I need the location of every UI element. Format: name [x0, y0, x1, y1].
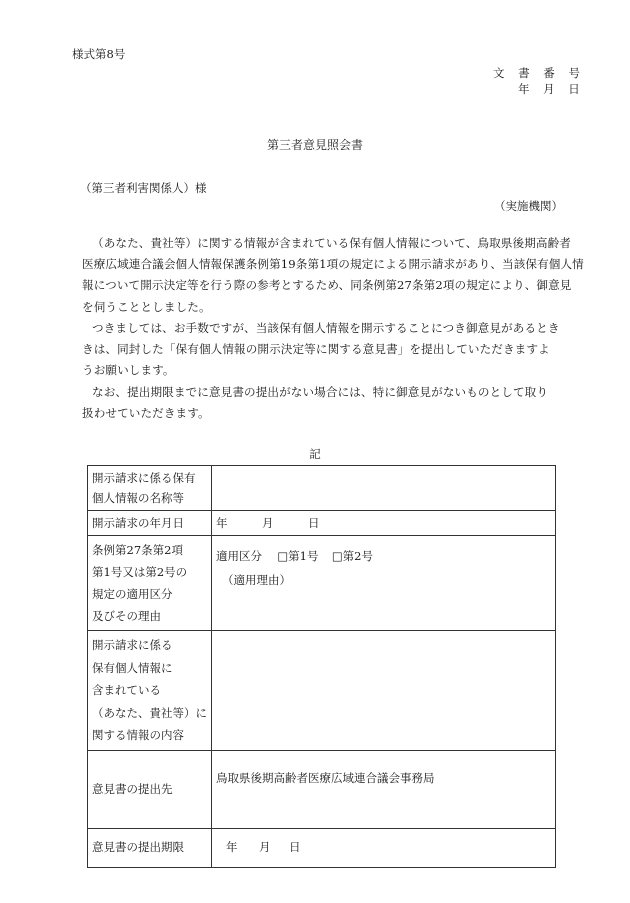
body-line: うお願いします。	[82, 363, 175, 378]
table-label-requested-info	[88, 466, 212, 511]
body-paragraph-2	[82, 318, 558, 382]
checkbox-option-2: □第2号	[331, 549, 373, 563]
table-row	[88, 466, 556, 511]
date-year: 年	[226, 840, 238, 855]
table-row	[88, 536, 556, 631]
body-paragraph-1	[82, 233, 584, 318]
label-line: （あなた、貴社等）に	[92, 705, 207, 720]
body-line: つきましては、お手数ですが、当該保有個人情報を開示することにつき御意見があるとき	[92, 321, 560, 335]
label-line: 条例第27条第2項	[92, 543, 183, 557]
table-label-category	[88, 536, 212, 631]
body-paragraph-3	[82, 382, 558, 424]
document-number: 文 書 番 号	[493, 66, 585, 80]
table-value-request-date	[212, 511, 556, 536]
table-row	[88, 631, 556, 751]
reason-label: （適用理由）	[222, 572, 291, 587]
table-value-deadline	[212, 829, 556, 868]
body-line: （あなた、貴社等）に関する情報が含まれている保有個人情報について、鳥取県後期高齢者	[92, 236, 571, 250]
sender-agency: （実施機関）	[494, 199, 563, 213]
label-line: 個人情報の名称等	[92, 490, 184, 505]
table-value-category	[212, 536, 556, 631]
table-value-submit-to	[212, 751, 556, 829]
document-date: 年 月 日	[518, 82, 585, 96]
document-title: 第三者意見照会書	[266, 138, 363, 152]
table-value-info-content	[212, 631, 556, 751]
table-label-request-date	[88, 511, 212, 536]
label-line: 含まれている	[92, 683, 161, 697]
category-line	[216, 547, 555, 567]
table-label-deadline	[88, 829, 212, 868]
date-year: 年	[216, 516, 228, 530]
body-line: 医療広域連合議会個人情報保護条例第19条第1項の規定による開示請求があり、当該保有個人情	[82, 257, 584, 272]
label-line: 保有個人情報に	[92, 660, 173, 675]
ki-heading: 記	[309, 447, 321, 461]
table-row	[88, 829, 556, 868]
label-line: 意見書の提出先	[92, 781, 173, 796]
body-line: 報について開示決定等を行う際の参考とするため、同条例第27条第2項の規定により、御意見	[82, 278, 572, 293]
form-number: 様式第8号	[72, 47, 126, 61]
table-value-requested-info	[212, 466, 556, 511]
table-label-info-content	[88, 631, 212, 751]
body-line: 扱わせていただきます。	[82, 406, 210, 421]
table-row	[88, 511, 556, 536]
label-line: 及びその理由	[92, 609, 161, 623]
label-line: 関する情報の内容	[92, 728, 184, 742]
info-table	[87, 465, 556, 868]
label-line: 意見書の提出期限	[92, 840, 184, 855]
label-line: 第1号又は第2号の	[92, 565, 188, 579]
table-row	[88, 751, 556, 829]
body-line: を伺うこととしました。	[82, 299, 211, 314]
date-day: 日	[289, 840, 301, 855]
category-label: 適用区分	[216, 549, 262, 563]
addressee: （第三者利害関係人）様	[80, 181, 207, 195]
label-line: 開示請求に係る	[92, 638, 173, 652]
date-day: 日	[308, 516, 320, 530]
body-line: なお、提出期限までに意見書の提出がない場合には、特に御意見がないものとして取り	[92, 385, 549, 399]
label-line: 開示請求の年月日	[92, 516, 184, 530]
submit-to-text: 鳥取県後期高齢者医療広域連合議会事務局	[216, 771, 435, 785]
checkbox-option-1: □第1号	[277, 549, 319, 563]
date-month: 月	[259, 840, 271, 855]
date-month: 月	[262, 516, 274, 530]
label-line: 開示請求に係る保有	[92, 471, 196, 485]
body-line: きは、同封した「保有個人情報の開示決定等に関する意見書」を提出していただきますよ	[82, 342, 550, 357]
table-label-submit-to	[88, 751, 212, 829]
label-line: 規定の適用区分	[92, 587, 173, 601]
